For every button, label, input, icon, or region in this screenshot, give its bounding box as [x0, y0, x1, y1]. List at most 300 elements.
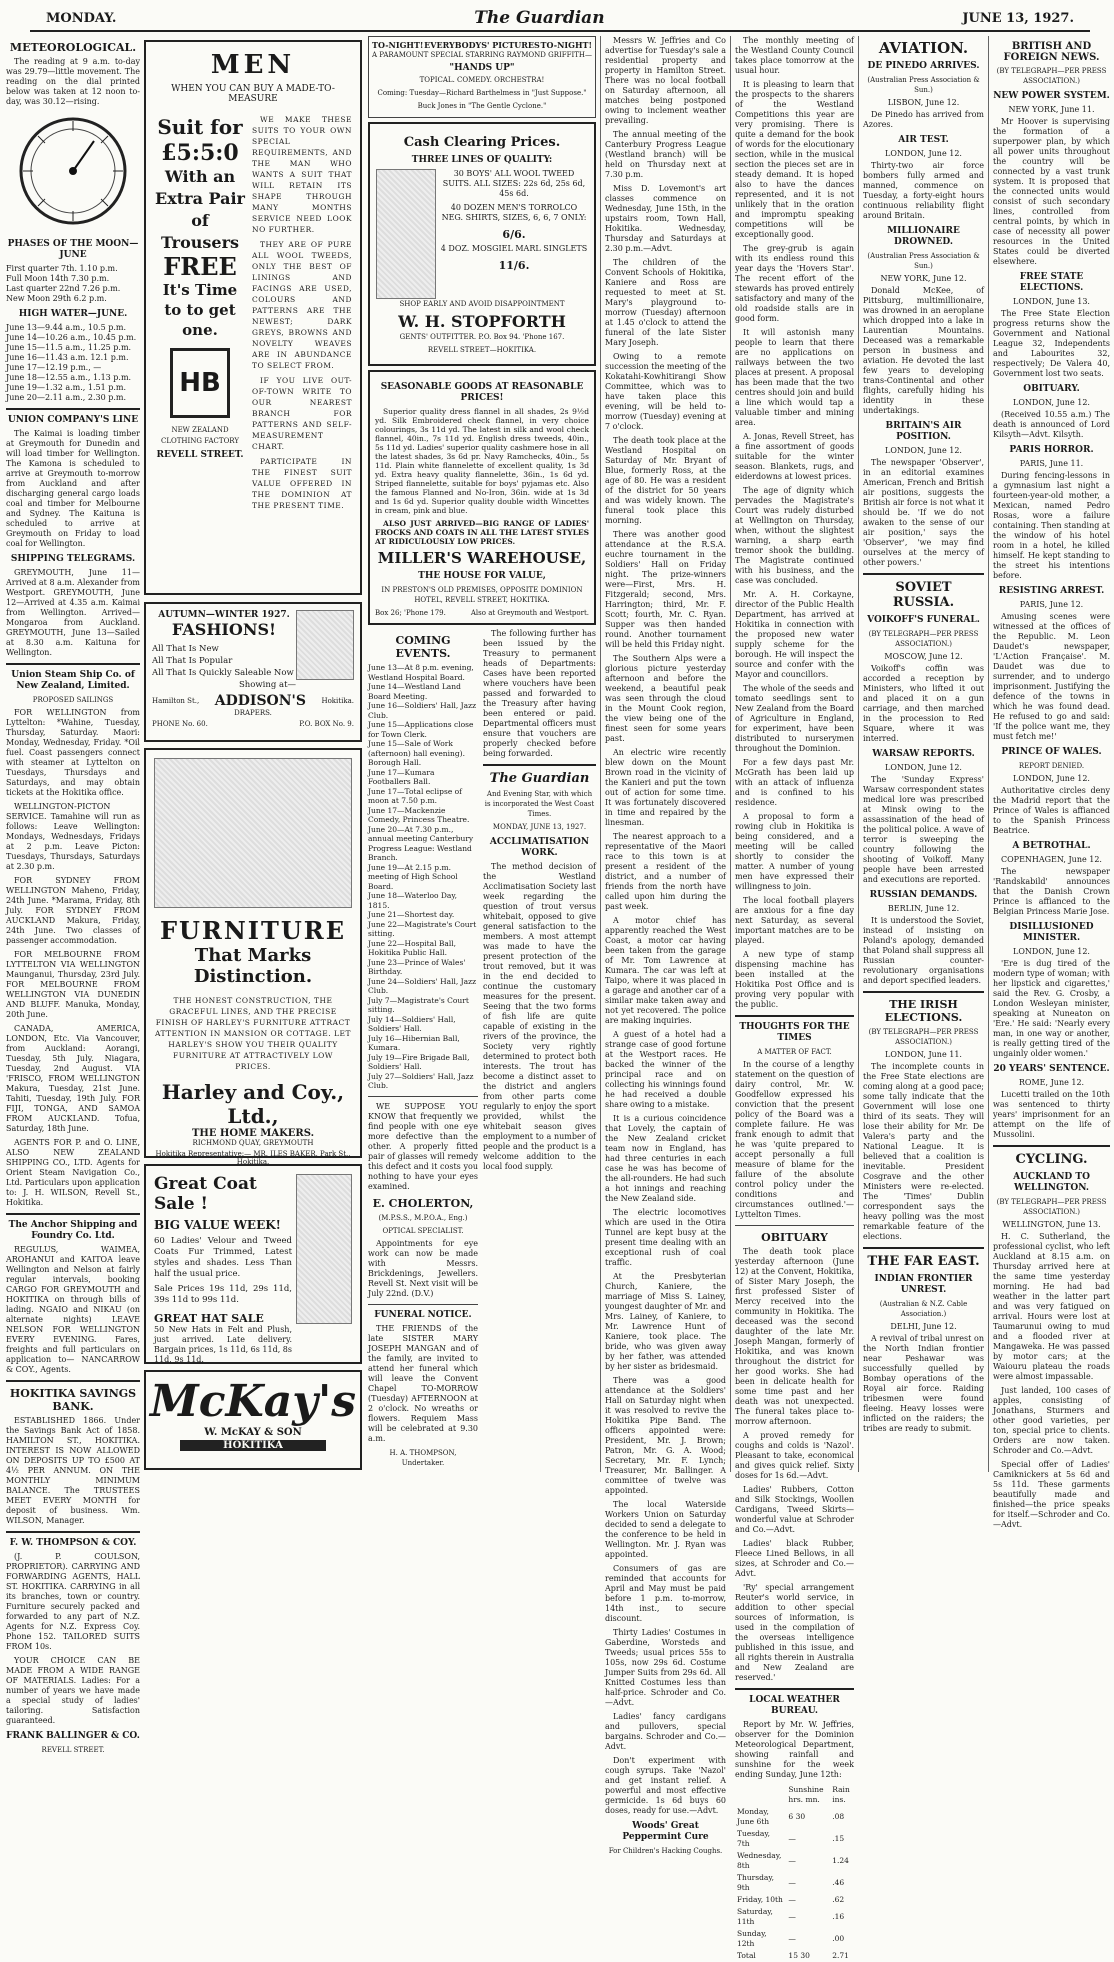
stopforth-price-2: 6/6. [502, 228, 526, 241]
men-text-2: THEY ARE OF PURE ALL WOOL TWEEDS, ONLY THE BEST OF LININGS AND FACINGS ARE USED, COLOURS AND PATTERNS ARE THE NEWEST; DARK GREYS, BROWNS AND NOVELTY WEAVES ARE IN ABUNDANCE TO SELECT FROM. [252, 240, 352, 370]
high-water-item: June 16—11.43 a.m. 12.1 p.m. [6, 353, 129, 362]
soviet-sub: VOIKOFF'S FUNERAL. [867, 615, 980, 625]
free-title: FREE STATE ELECTIONS. [1019, 272, 1084, 293]
prince-sub: REPORT DENIED. [1018, 762, 1085, 770]
coming-event-item: June 23—Prince of Wales' Birthday. [368, 957, 466, 976]
article: The children of the Convent Schools of Hokitika, Kaniere and Ross are requested to meet at St. Mary's playground to-morrow (Tuesday) afternoon at 1.45 o'clock to attend the funeral of the late Sister Mary Joseph. [605, 258, 726, 347]
men-text-3: IF YOU LIVE OUT-OF-TOWN WRITE TO OUR NEAREST BRANCH FOR PATTERNS AND SELF-MEASUREMENT CHART. [252, 376, 352, 451]
betrothal-date: COPENHAGEN, June 12. [1001, 855, 1102, 864]
stopforth-sub: THREE LINES OF QUALITY: [411, 155, 553, 165]
column-7 [988, 36, 1110, 1529]
article: Ladies' black Rubber, Fleece Lined Bellows, in all sizes, at Schroder and Co.—Advt. [735, 1539, 854, 1578]
addison-addr-left: Hamilton St., [152, 697, 200, 705]
weather-cell: Total [737, 1951, 756, 1960]
usscl-text-3: FOR SYDNEY FROM WELLINGTON Maheno, Friday, 24th June. *Marama, Friday, 8th July. FOR SYDNEY FROM AUCKLAND Makura, Friday, 24th June. Two classes of passenger accommodation. [6, 876, 140, 945]
coming-event-item: July 7—Magistrate's Court sitting. [368, 995, 469, 1014]
weather-cell: — [788, 1912, 796, 1921]
men-extra-pair: With an Extra Pair of Trousers [155, 167, 245, 252]
pictures-left: TO-NIGHT! [372, 40, 424, 50]
high-water-list [6, 323, 140, 403]
moon-phase-item: New Moon 29th 6.2 p.m. [6, 294, 107, 303]
woods-title: Woods' Great Peppermint Cure [622, 1821, 709, 1842]
stopforth-cta: SHOP EARLY AND AVOID DISAPPOINTMENT [399, 300, 565, 308]
minister-title: DISILLUSIONED MINISTER. [1009, 922, 1094, 943]
ballinger-title: FRANK BALLINGER & CO. [6, 1731, 140, 1741]
weather-row [735, 1894, 854, 1906]
furniture-text: THE HONEST CONSTRUCTION, THE GRACEFUL LINES, AND THE PRECISE FINISH OF HARLEY'S FURNITURE ATTRACT ATTENTION IN MANSION OR COTTAGE. LET HARLEY'S SHOW YOU THEIR QUALITY FURNITURE AT ATTRACTIVELY LOW PRICES. [155, 996, 351, 1071]
article: Ladies' fancy cardigans and pullovers, special bargains. Schroder and Co.—Advt. [605, 1712, 726, 1751]
obit-title: OBITUARY. [1023, 384, 1080, 394]
coming-event-item: July 27—Soldiers' Hall, Jazz Club. [368, 1071, 474, 1090]
cycling-date: WELLINGTON, June 13. [1002, 1220, 1101, 1229]
weather-cell: .08 [832, 1812, 845, 1821]
seasonable-title: SEASONABLE GOODS AT REASONABLE PRICES! [380, 382, 584, 403]
weather-row [735, 1806, 854, 1828]
high-water-item: June 15—11.5 a.m., 11.25 p.m. [6, 343, 132, 352]
coming-event-item: June 17—Mackenzie Comedy, Princess Theatre. [368, 805, 470, 824]
masthead-date: JUNE 13, 1927. [962, 10, 1074, 26]
article: Messrs W. Jeffries and Co advertise for Tuesday's sale a residential property and property in Hamilton Street. There was no local football on Saturday afternoon, all matches being postponed owing to inclement weather prevailing. [605, 36, 726, 125]
weather-cell: — [788, 1834, 796, 1843]
cycling-title: CYCLING. [1015, 1152, 1088, 1167]
thompson-text: (J. P. COULSON, PROPRIETOR). CARRYING AND FORWARDING AGENTS, HALL ST. HOKITIKA. CARRYING in all its branches, town or country. Furniture securely packed and forwarded to any part of N.Z. Agents for N.Z. Express Coy. Phone 152. TAILORED SUITS FROM 10s. [6, 1552, 140, 1651]
ballinger-text: YOUR CHOICE CAN BE MADE FROM A WIDE RANGE OF MATERIALS. Ladies: For a number of years we have made a special study of ladies' tailoring. Satisfaction guaranteed. [6, 1656, 140, 1725]
men-sub: WHEN YOU CAN BUY A MADE-TO-MEASURE [171, 84, 335, 104]
aviation-text: De Pinedo has arrived from Azores. [863, 110, 984, 129]
article: The nearest approach to a representative of the Maori race to this town is at present a resident of the district, and a number of friends from the north have called upon him during the past week. [605, 832, 726, 911]
aviation-src: (Australian Press Association & Sun.) [867, 76, 980, 94]
high-water-title: HIGH WATER—JUNE. [18, 309, 128, 319]
coming-event-item: June 15—Applications close for Town Clerk. [368, 720, 474, 739]
article: Don't experiment with cough syrups. Take 'Nazol' and get instant relief. A powerful and most effective germicide. 1s 6d buys 60 doses, ready for use.—Advt. [605, 1756, 726, 1815]
free-date: LONDON, June 13. [1013, 297, 1090, 306]
coming-event-item: July 19—Fire Brigade Ball, Soldiers' Hall. [368, 1052, 470, 1071]
high-water-item: June 18—12.55 a.m., 1.13 p.m. [6, 373, 132, 382]
mckay-ad [144, 1370, 362, 1470]
article: A proved remedy for coughs and colds is 'Nazol'. Pleasant to take, economical and gives quick relief. Sixty doses for 1s 6d.—Advt. [735, 1431, 854, 1480]
column-5 [730, 36, 854, 1960]
article: There was another good attendance at the R.S.A. euchre tournament in the Soldiers' Hall on Friday night. The prize-winners were—First, Mrs. H. Fitzgerald; second, Mrs. Harrington; third, Mr. F. Scott; fourth, Mr. C. Ryan. Supper was then handed round. Another tournament will be held this Friday night. [605, 530, 726, 649]
addison-name: ADDISON'S [214, 693, 306, 709]
usscl-text-2: WELLINGTON-PICTON SERVICE. Tamahine will run as follows: Leave Wellington: Mondays, Wednesdays, Fridays at 2 p.m. Leave Picton: Tuesdays, Thursdays, Saturdays at 2.30 p.m. [6, 802, 140, 871]
resisting-title: RESISTING ARREST. [998, 586, 1105, 596]
weather-cell: Thursday, 9th [737, 1873, 774, 1892]
article: Owing to a remote succession the meeting of the Kokatahi-Kowhitirangi Show Committee, which was to have taken place this evening, will be held to-morrow (Tuesday) evening at 7 o'clock. [605, 352, 726, 431]
coming-event-item: June 17—Kumara Footballers Ball. [368, 767, 435, 786]
aviation-title: AVIATION. [878, 39, 969, 57]
coming-event-item: June 15—Sale of Work (afternoon) hall evening). Borough Hall. [368, 739, 465, 767]
savings-bank-title: HOKITIKA SAVINGS BANK. [9, 1387, 137, 1413]
russian-date: BERLIN, June 12. [887, 904, 960, 913]
coming-event-item: June 18—Waterloo Day, 1815. [368, 891, 458, 910]
usscl-text-5: CANADA, AMERICA, LONDON, Etc. Via Vancouver, from Auckland: Aorangi, Tuesday, 5th July. Niagara, Tuesday, 2nd August. VIA 'FRISCO, FROM WELLINGTON Makura, Tuesday, 21st June. Tahiti, Tuesday, 19th July. FOR FIJI, TONGA, AND SAMOA FROM AUCKLAND. Tofua, Saturday, 18th June. [6, 1024, 140, 1133]
woods-sub: For Children's Hacking Coughs. [608, 1847, 723, 1855]
russian-title: RUSSIAN DEMANDS. [869, 890, 978, 900]
article: The Southern Alps were a glorious picture yesterday afternoon and before the weekend, a beautiful peak was seen through the cloud in the Mount Cook region, the view being one of the finest seen for some years past. [605, 654, 726, 743]
moon-phase-item: First quarter 7th. 1.10 p.m. [6, 264, 118, 273]
high-water-item: June 20—2.11 a.m., 2.30 p.m. [6, 393, 126, 402]
minister-date: LONDON, June 12. [1013, 947, 1090, 956]
men-suit-ad [144, 40, 362, 595]
greatcoat-text: 60 Ladies' Velour and Tweed Coats Fur Trimmed, Latest styles and shades. Less Than half the usual price. [154, 1236, 292, 1279]
article: It is pleasing to learn that the prospects to the sharers of the Westland Competitions this year are very promising. There is quite a demand for the book of words for the elocutionary section, while in the musical section the pieces set are in steady demand. It is hoped also to have the dances represented, and it is not unlikely that in the oration and impromptu speaking competitions will be exceptionally good. [735, 80, 854, 239]
furniture-title: FURNITURE [159, 916, 347, 945]
article: Consumers of gas are reminded that accounts for April and May must be paid before 1 p.m. to-morrow, 14th inst., to secure discount. [605, 1564, 726, 1623]
irish-src: (BY TELEGRAPH—PER PRESS ASSOCIATION.) [868, 1028, 979, 1046]
prince-date: LONDON, June 12. [1013, 774, 1090, 783]
hb-logo-top: NEW ZEALAND [171, 426, 229, 434]
cholerton-text: WE SUPPOSE YOU KNOW that frequently we find people with one eye more defective than the other. A properly fitted pair of glasses will remedy this defect and it costs you nothing to have your eyes examined. [368, 1101, 478, 1191]
millers-ad [368, 370, 596, 625]
warsaw-text: The 'Sunday Express' Warsaw correspondent states medical lore was prescribed at Minsk owing to the assassination of the head of the political police. A wave of terror is sweeping the country following the shooting of Voikoff. Many people have been arrested and executions are reported. [863, 775, 984, 884]
power-text: Mr Hoover is supervising the formation of a superpower plan, by which all power units throughout the country will be connected by a vast trunk system. It is proposed that the connected units would consist of such secondary lines, controlled from central points, by which in case of necessity all power resources in the United States could be diverted elsewhere. [993, 117, 1110, 266]
stopforth-item-2: 40 DOZEN MEN'S TORROLCO NEG. SHIRTS, SIZES, 6, 6, 7 ONLY: [441, 203, 587, 222]
obituary-title: OBITUARY [761, 1231, 828, 1244]
article: Miss D. Lovemont's art classes commence on Wednesday, June 15th, in the upstairs room, Town Hall, Hokitika. Wednesday, Thursday and Saturdays at 2.30 p.m.—Advt. [605, 184, 726, 253]
coming-event-item: June 22—Hospital Ball, Hokitika Public Hall. [368, 938, 457, 957]
fareast-sub: INDIAN FRONTIER UNREST. [874, 1274, 973, 1295]
british-src: (BY TELEGRAPH—PER PRESS ASSOCIATION.) [996, 67, 1107, 85]
local-weather-title: LOCAL WEATHER BUREAU. [749, 1695, 840, 1716]
coming-event-item: July 16—Hibernian Ball, Kumara. [368, 1033, 460, 1052]
paris-date: PARIS, June 11. [1019, 459, 1084, 468]
weather-cell: .16 [832, 1912, 845, 1921]
prince-text: Authoritative circles deny the Madrid report that the Prince of Wales is affianced to the Spanish Princess Beatrice. [993, 786, 1110, 835]
fareast-text: A revival of tribal unrest on the North Indian frontier near Peshawar was successfully quelled by Bombay operations of the Royal air force. Raiding tribesmen were found fleeing. Heavy losses were inflicted on the raiders; the tribes are ready to submit. [863, 1334, 984, 1433]
weather-cell: .15 [832, 1834, 845, 1843]
weather-cell: Monday, June 6th [737, 1807, 770, 1826]
savings-bank-text: ESTABLISHED 1866. Under the Savings Bank Act of 1858. HAMILTON ST., HOKITIKA. INTEREST IS NOW ALLOWED ON DEPOSITS UP TO £500 AT 4½ PER ANNUM. ON THE MONTHLY MINIMUM BALANCE. The TRUSTEES MEET EVERY MONTH for deposit of business. Wm. WILSON, Manager. [6, 1416, 140, 1525]
men-free: FREE [163, 252, 237, 281]
coming-events-list [368, 663, 478, 1091]
article: There was a good attendance at the Soldiers' Hall on Saturday night when it was resolved to revive the Hokitika Pipe Band. The officers appointed were: President, Mr. J. Brown; Patron, Mr. G. A. Wood; Secretary, Mr. F. Lynch; Treasurer, Mr. Ballinger. A committee of twelve was appointed. [605, 1376, 726, 1495]
millionaire-text: Donald McKee, of Pittsburg, multimillionaire, was drowned in an aeroplane which dropped into a lake in Laurentian Mountains. Deceased was a remarkable person in business and aviation. He devoted the last few years to developing trans-Continental and other flights, carefully hiding his identity in these undertakings. [863, 286, 984, 415]
weather-cell: 15 30 [788, 1951, 810, 1960]
millers-sub: THE HOUSE FOR VALUE, [418, 571, 546, 581]
column-4 [600, 36, 726, 1855]
irish-date: LONDON, June 11. [885, 1050, 962, 1059]
greatcoat-ad [144, 1164, 362, 1364]
cholerton-quals: (M.P.S.S., M.P.O.A., Eng.) [378, 1213, 468, 1222]
airtest-date: LONDON, June 12. [885, 149, 962, 158]
coming-event-item: June 17—Total eclipse of moon at 7.50 p.m. [368, 786, 462, 805]
addison-box: P.O. BOX No. 9. [299, 720, 354, 728]
sentence-title: 20 YEARS' SENTENCE. [993, 1064, 1110, 1074]
hb-logo-icon [170, 348, 230, 418]
weather-cell: .46 [832, 1878, 845, 1887]
weather-cell: Saturday, 11th [737, 1907, 773, 1926]
aviation-date: LISBON, June 12. [887, 98, 960, 107]
moon-phase-item: Full Moon 14th 7.30 p.m. [6, 274, 110, 283]
millionaire-title: MILLIONAIRE DROWNED. [887, 226, 960, 247]
minister-text: 'Ere is dug tired of the modern type of woman; with her lipstick and cigarettes,' said the Rev. G. Crosby, a London Wesleyan minister, speaking at Nuneaton on 'Ere.' He said: 'Nearly every man, in one way or another, is really getting tired of the ungainly older women.' [993, 959, 1110, 1058]
cycling-sub: AUCKLAND TO WELLINGTON. [1013, 1172, 1090, 1193]
weather-cell: .62 [832, 1895, 845, 1904]
high-water-item: June 17—12.19 p.m., — [6, 363, 102, 372]
prince-title: PRINCE OF WALES. [1001, 747, 1102, 757]
paris-title: PARIS HORROR. [1009, 445, 1094, 455]
weather-row [735, 1928, 854, 1950]
article: It is a curious coincidence that Lovely, the captain of the New Zealand cricket team now in England, has had three centuries in each case he was has become of the all-rounders. He had such a hot innings and reaching the New Zealand side. [605, 1114, 726, 1203]
fareast-src: (Australian & N.Z. Cable Association.) [879, 1300, 968, 1318]
fareast-title: THE FAR EAST. [867, 1254, 980, 1269]
article: The annual meeting of the Canterbury Progress League (Westland branch) will be held on Thursday next at 7.30 p.m. [605, 130, 726, 179]
warsaw-date: LONDON, June 12. [885, 763, 962, 772]
boy-suit-illustration-icon [376, 169, 436, 299]
power-title: NEW POWER SYSTEM. [993, 91, 1110, 101]
guardian-date: MONDAY, JUNE 13, 1927. [492, 823, 587, 831]
stopforth-name: W. H. STOPFORTH [398, 312, 566, 331]
men-time: It's Time to to get one. [162, 281, 238, 339]
weather-cell: Wednesday, 8th [737, 1851, 782, 1870]
weather-row [735, 1872, 854, 1894]
masthead-title: The Guardian [474, 8, 605, 28]
anchor-title: The Anchor Shipping and Foundry Co. Ltd. [8, 1220, 138, 1241]
men-suit-for: Suit for [157, 115, 243, 139]
addison-phone: PHONE No. 60. [152, 720, 208, 728]
mckay-firm: W. McKAY & SON [204, 1427, 302, 1438]
harley-rep: Hokitika Representative:— MR. ILES BAKER, Park St., Hokitika. [155, 1150, 351, 1166]
weather-row [735, 1950, 854, 1962]
coming-event-item: June 19—At 2.15 p.m. meeting of High School Board. [368, 862, 458, 891]
article: The death took place at the Westland Hospital on Saturday of Mr. Bryant of Blue, formerly Ross, at the age of 80. He was a resident of the district for 50 years and was widely known. The funeral took place this morning. [605, 436, 726, 525]
guardian-title: The Guardian [489, 771, 590, 786]
stopforth-ad [368, 122, 596, 366]
sentence-date: ROME, June 12. [1018, 1078, 1085, 1087]
britain-title: BRITAIN'S AIR POSITION. [885, 421, 962, 442]
guardian-headline: ACCLIMATISATION WORK. [489, 837, 590, 858]
high-water-item: June 13—9.44 a.m., 10.5 p.m. [6, 323, 126, 332]
lady-illustration-icon [296, 610, 354, 680]
harley-firm: Harley and Coy., Ltd., [161, 1080, 345, 1128]
moon-phases-list [6, 264, 140, 304]
soviet-text: Voikoff's coffin was accorded a reception by Ministers, who lifted it out and placed it on a gun carriage, and then marched in the procession to Red Square, where it was interred. [863, 664, 984, 743]
furniture-title-2: That Marks Distinction. [193, 945, 313, 987]
addison-line: All That Is Popular [152, 656, 233, 666]
aviation-sub: DE PINEDO ARRIVES. [867, 61, 980, 71]
warsaw-title: WARSAW REPORTS. [872, 749, 975, 759]
greatcoat-title: Great Coat Sale ! [154, 1174, 257, 1214]
article: Thirty Ladies' Costumes in Gaberdine, Worsteds and Tweeds; usual prices 55s to 105s, now 29s 6d. Costume Jumper Suits from 29s 6d. All Knitted Costumes less than half-price. Schroder and Co.—Advt. [605, 1628, 726, 1707]
article: Special offer of Ladies' Camiknickers at 5s 6d and 5s 11d. These garments beautifully made and finished—the price speaks for itself.—Schroder and Co.—Advt. [993, 1460, 1110, 1529]
coming-event-item: June 13—At 8 p.m. evening, Westland Hospital Board. [368, 663, 474, 682]
weather-cell: 2.71 [832, 1951, 849, 1960]
men-text-4: PARTICIPATE IN THE FINEST SUIT VALUE OFFERED IN THE DOMINION AT THE PRESENT TIME. [252, 457, 352, 510]
furniture-illustration-icon [154, 758, 352, 908]
soviet-title: SOVIET RUSSIA. [892, 580, 955, 610]
stopforth-title: Cash Clearing Prices. [403, 135, 561, 150]
weather-row [735, 1906, 854, 1928]
guardian-sub: And Evening Star, with which is incorporated the West Coast Times. [484, 790, 595, 818]
article: A motor chief has apparently reached the West Coast, a motor car having been taken from the garage of Mr. Tom Lawrence at Kumara. The car was left at Taipo, where it was placed in a garage and another car of a similar make taken away and not yet recovered. The police are making inquiries. [605, 916, 726, 1025]
article: Ladies' Rubbers, Cotton and Silk Stockings, Woollen Cardigans, Tweed Skirts—wonderful value at Schroder and Co.—Advt. [735, 1485, 854, 1534]
free-text: The Free State Election progress returns show the Government and National League 32, Independents and Labourites 32, respectively; De Valera 40, Government lost two seats. [993, 309, 1110, 378]
cholerton-text-2: Appointments for eye work can now be made with Messrs. Brickdenings, Jewellers. Revell St. Next visit will be July 22nd. (D.V.) [368, 1238, 478, 1298]
weather-cell: 6 30 [788, 1812, 806, 1821]
power-date: NEW YORK, June 11. [1008, 105, 1095, 114]
millers-also: Also at Greymouth and Westport. [470, 609, 589, 617]
weather-table [735, 1784, 854, 1962]
thoughts-sub: A MATTER OF FACT. [757, 1048, 832, 1056]
addison-title: AUTUMN—WINTER 1927. [158, 610, 290, 620]
coming-event-item: June 24—Soldiers' Hall, Jazz Club. [368, 976, 477, 995]
lady-coat-illustration-icon [296, 1174, 352, 1324]
weather-row [735, 1828, 854, 1850]
airtest-text: Thirty-two air force bombers fully armed and manned, commence on Tuesday, a forty-eight hours continuous reliability flight around Britain. [863, 161, 984, 220]
british-title: BRITISH AND FOREIGN NEWS. [1003, 41, 1100, 63]
shipping-telegrams-text: GREYMOUTH, June 11—Arrived at 8 a.m. Alexander from Westport. GREYMOUTH, June 12—Arrived at 4.35 a.m. Kaimai from Wellington. Arrived—Mongaroa from Auckland. GREYMOUTH, June 13—Sailed at 8.30 a.m. Kaituna for Wellington. [6, 568, 140, 657]
stopforth-street: REVELL STREET—HOKITIKA. [427, 346, 537, 354]
pictures-right: TO-NIGHT! [540, 40, 592, 50]
stopforth-item-3: 4 DOZ. MOSGIEL MARL SINGLETS [440, 244, 588, 253]
millionaire-date: NEW YORK, June 12. [880, 274, 967, 283]
usscl-text-4: FOR MELBOURNE FROM LYTTELTON VIA WELLINGTON Maunganui, Thursday, 23rd July. FOR MELBOURNE FROM WELLINGTON VIA DUNEDIN AND BLUFF. Manuka, Monday, 20th June. [6, 950, 140, 1019]
weather-header: Sunshine hrs. mn. [788, 1785, 824, 1804]
millionaire-src: (Australian Press Association & Sun.) [867, 252, 980, 270]
fareast-date: DELHI, June 12. [890, 1322, 957, 1331]
irish-text: The incomplete counts in the Free State elections are coming along at a good pace; some tally indicate that the Government will lose one third of its seats. They will lose their ability for Mr. De Valera's party and the National League. It is believed that a coalition is inevitable. President Cosgrave and the other Ministers were re-elected. The 'Times' Dublin correspondent says the heavy polling was the most remarkable feature of the elections. [863, 1062, 984, 1241]
article: 'Ry' special arrangement Reuter's world service, in addition to other special sources of information, is used in the compilation of the overseas intelligence published in this issue, and all rights therein in Australia and New Zealand are reserved.' [735, 1583, 854, 1682]
funeral-text: THE FRIENDS of the late SISTER MARY JOSEPH MANGAN and of the family, are invited to attend her funeral which will leave the Convent Chapel TO-MORROW (Tuesday) AFTERNOON at 2 o'clock. No wreaths or flowers. Requiem Mass will be celebrated at 9.30 a.m. [368, 1323, 478, 1443]
meteorological-title: METEOROLOGICAL. [9, 41, 137, 54]
union-line-title: UNION COMPANY'S LINE [7, 415, 139, 425]
funeral-sign: H. A. THOMPSON, Undertaker. [389, 1448, 457, 1467]
pictures-center: EVERYBODYS' PICTURES [424, 40, 540, 50]
article: A guest of a hotel had a strange case of good fortune at the Westport races. He backed the winner of the principal race and on collecting his winnings found he had received a double share owing to a mistake. [605, 1030, 726, 1109]
usscl-title: Union Steam Ship Co. of New Zealand, Limited. [11, 670, 135, 691]
usscl-sub: PROPOSED SAILINGS [32, 696, 114, 704]
moon-phases-title: PHASES OF THE MOON—JUNE [7, 239, 139, 260]
addison-line: All That Is New [152, 644, 219, 654]
millers-title: MILLER'S WAREHOUSE, [377, 549, 587, 567]
coming-event-item: July 14—Soldiers' Hall, Soldiers' Hall. [368, 1014, 456, 1033]
funeral-title: FUNERAL NOTICE. [374, 1309, 472, 1320]
weather-cell: Tuesday, 7th [737, 1829, 771, 1848]
coming-event-item: June 21—Shortest day. [368, 910, 455, 919]
addison-addr-right: Hokitika. [321, 697, 354, 705]
seasonable-also: ALSO JUST ARRIVED—BIG RANGE OF LADIES' FROCKS AND COATS IN ALL THE LATEST STYLES AT RIDICULOUSLY LOW PRICES. [375, 519, 589, 546]
furniture-ad [144, 748, 362, 1166]
obituary-text: The death took place yesterday afternoon (June 12) at the Convent, Hokitika, of Sister Mary Joseph, the first professed Sister of Mercy received into the community in Hokitika. The deceased was the second daughter of the late Mr. Joseph Mangan, formerly of Hokitika, and was known throughout the district for her good works. She had been in delicate health for some time past and her death was not unexpected. The funeral takes place to-morrow afternoon. [735, 1247, 854, 1426]
thompson-title: F. W. THOMPSON & COY. [9, 1538, 137, 1548]
weather-cell: — [788, 1878, 796, 1887]
masthead-day: MONDAY. [46, 10, 117, 26]
guardian-text: The method decision of the Westland Acclimatisation Society last week regarding the question of trout versus whitebait, opposed to give general satisfaction to the members. A most attempt was made to have the present protection of the trout removed, but it was in the end decided to continue the customary measures for the present. Seeing that the two forms of fish life are quite capable of existing in the rivers of the province, the Society very rightly determined to protect both interests. The trout has become a distinct asset to the district and anglers from other parts come regularly to enjoy the sport provided, whilst the whitebait season gives employment to a number of people and the product is a welcome addition to the local food supply. [483, 862, 596, 1171]
article: An electric wire recently blew down on the Mount Brown road in the vicinity of the Kanieri and put the town out of action for some time. It was fortunately discovered in time and repaired by the linesman. [605, 748, 726, 827]
addison-ad [144, 602, 362, 742]
article: The local Waterside Workers Union on Saturday decided to send a delegate to the conference to be held in Wellington. Mr. J. Ryan was appointed. [605, 1500, 726, 1559]
column-3 [368, 36, 596, 1472]
greatcoat-prices: Sale Prices 19s 11d, 29s 11d, 39s 11d to 99s 11d. [154, 1284, 292, 1305]
coming-event-item: June 20—At 7.30 p.m., annual meeting Canterbury Progress League: Westland Branch. [368, 824, 474, 862]
pictures-line-4: Buck Jones in "The Gentle Cyclone." [417, 102, 547, 110]
col3-article: The following further has been issued by the Treasury to permanent heads of Departments: Cases have been reported where vouchers have been passed and forwarded to the Treasury after having been entered or paid. Departmental officers must ensure that vouchers are properly checked before being forwarded. [483, 629, 596, 758]
weather-cell: — [788, 1934, 796, 1943]
local-weather-text: Report by Mr. W. Jeffries, observer for the Dominion Meteorological Department, showing rainfall and sunshine for the week ending Sunday, June 12th: [735, 1720, 854, 1779]
high-water-item: June 19—1.32 a.m., 1.51 p.m. [6, 383, 126, 392]
betrothal-title: A BETROTHAL. [1012, 841, 1091, 851]
weather-row [735, 1850, 854, 1872]
article: Mr. A. H. Corkayne, director of the Public Health Department, has arrived at Hokitika in connection with the proposed new water supply scheme for the borough. He will inspect the source and confer with the Mayor and councillors. [735, 590, 854, 679]
cholerton-name: E. CHOLERTON, [372, 1196, 474, 1210]
hat-sale-title: GREAT HAT SALE [154, 1312, 264, 1325]
column-6 [858, 36, 984, 1472]
weather-cell: Friday, 10th [737, 1895, 783, 1904]
weather-cell: — [788, 1895, 796, 1904]
britain-text: The newspaper 'Observer', in an editorial examines American, French and British air positions, suggests the British air force is not what it should be. 'If we do not awaken to the sense of our air position,' says the 'Observer', 'we may find ourselves at the mercy of other powers.' [863, 458, 984, 567]
barometer-dial-icon [6, 111, 140, 231]
coming-event-item: June 22—Magistrate's Court sitting. [368, 919, 477, 938]
article: The grey-grub is again with its endless round this year days the 'Hovers Star'. The recent effort of the stewards has proved entirely satisfactory and many of the old roadside stalls are in good form. [735, 244, 854, 323]
article: The electric locomotives which are used in the Otira Tunnel are kept busy at the present time dealing with an exceptional rush of coal traffic. [605, 1208, 726, 1267]
soviet-date: MOSCOW, June 12. [884, 652, 963, 661]
addison-line: Showing at— [238, 680, 296, 690]
thoughts-title: THOUGHTS FOR THE TIMES [739, 1022, 850, 1043]
sentence-text: Lucetti trailed on the 10th was sentenced to thirty years' imprisonment for an attempt on the life of Mussolini. [993, 1090, 1110, 1139]
britain-date: LONDON, June 12. [885, 446, 962, 455]
shipping-telegrams-title: SHIPPING TELEGRAMS. [10, 554, 136, 564]
addison-title-2: FASHIONS! [171, 620, 277, 639]
article: Just landed, 100 cases of apples, consisting of Jonathans, Sturmers and other good varieties, per ton, special price to clients. Orders are now taken. Schroder and Co.—Advt. [993, 1386, 1110, 1455]
men-price: £5:5:0 [161, 140, 239, 166]
article: The monthly meeting of the Westland County Council takes place tomorrow at the usual hour. [735, 36, 854, 75]
article: The whole of the seeds and tomato seedlings sent to New Zealand from the Board of Agriculture in England, for experiment, have been distributed to nurserymen throughout the Dominion. [735, 684, 854, 753]
article: For a few days past Mr. McGrath has been laid up with an attack of influenza and is confined to his residence. [735, 758, 854, 807]
ballinger-addr: REVELL STREET. [41, 1746, 105, 1754]
irish-title: THE IRISH ELECTIONS. [884, 998, 963, 1024]
high-water-item: June 14—10.26 a.m., 10.45 p.m. [6, 333, 137, 342]
airtest-title: AIR TEST. [898, 135, 949, 145]
millers-addr: IN PRESTON'S OLD PREMISES, OPPOSITE DOMINION HOTEL, REVELL STREET, HOKITIKA. [381, 586, 583, 604]
moon-phase-item: Last quarter 22nd 7.26 p.m. [6, 284, 121, 293]
harley-sub: THE HOME MAKERS. [191, 1128, 315, 1139]
usscl-text-6: AGENTS FOR P. and O. LINE, ALSO NEW ZEALAND SHIPPING CO., LTD. Agents for Orient Steam Navigation Co., Ltd. Particulars upon application to: J. H. WILSON, Revell St., Hokitika. [6, 1138, 140, 1207]
weather-cell: — [788, 1856, 796, 1865]
weather-header [735, 1784, 786, 1806]
coming-events-title: COMING EVENTS. [395, 634, 451, 660]
betrothal-text: The newspaper 'Randskabild' announces that the Danish Crown Prince is affianced to the Belgian Princess Marie Jose. [993, 867, 1110, 916]
article: A. Jonas, Revell Street, has a fine assortment of goods suitable for the winter season. Blankets, rugs, and eiderdowns at lowest prices. [735, 432, 854, 481]
soviet-src: (BY TELEGRAPH—PER PRESS ASSOCIATION.) [868, 630, 979, 648]
millers-box: Box 26; 'Phone 179. [375, 609, 446, 617]
mckay-name: McKay's [150, 1376, 357, 1427]
masthead [30, 6, 1090, 32]
article: The local football players are anxious for a fine day next Saturday, as several important matches are to be played. [735, 896, 854, 945]
mckay-town: HOKITIKA [180, 1440, 326, 1451]
article: At the Presbyterian Church, Kaniere, the marriage of Miss S. Lainey, youngest daughter of Mr. and Mrs. Lainey, of Kaniere, to Mr. Lawrence Hunt of Kaniere, took place. The bride, who was given away by her father, was attended by her sister as bridesmaid. [605, 1272, 726, 1371]
obit-text: (Received 10.55 a.m.) The death is announced of Lord Kilsyth—Advt. Kilsyth. [993, 410, 1110, 439]
pictures-ad [368, 36, 596, 118]
cycling-text: H. C. Sutherland, the professional cyclist, who left Auckland at 8.15 a.m. on Thursday arrived here at the same time yesterday morning. He had bad weather in the latter part and was very fatigued on arrival. Hours were lost at Taumarunui owing to mud and a flooded river at Mangaweka. He was passed by motor cars; at the Waiouru plateau the roads were almost impassable. [993, 1232, 1110, 1381]
seasonable-text: Superior quality dress flannel in all shades, 2s 9½d yd. Silk Embroidered check flannel, in very choice colourings, 3s 11d yd. The latest in silk and wool check flannel, 40in., 7s 11d yd. English dress tweeds, 40in., 5s 11d yd. Ladies' superior quality cashmere hose in all the latest shades, 3s 6d pr. Navy Ramchecks, 40in., 5s 11d. Plain white flannelette of excellent quality, 1s 3d yd. Extra heavy quality flannelette, 36in., 1s 6d yd. Striped flannelette, suitable for boys' pyjamas etc. Also the famous Flanned and No-Iron, 36in. wide at 1s 3d and 1s 6d yd. Superior quality double width Wincettes in cream, pink and blue. [375, 407, 589, 515]
weather-cell: Sunday, 12th [737, 1929, 767, 1948]
column-1 [6, 36, 140, 1754]
resisting-date: PARIS, June 12. [1019, 600, 1084, 609]
harley-addr: RICHMOND QUAY, GREYMOUTH [192, 1139, 314, 1147]
stopforth-price-3: 11/6. [498, 259, 530, 272]
meteorological-text: The reading at 9 a.m. to-day was 29.79—little movement. The reading on the dial printed below was taken at 12 noon to-day, was 30.12—rising. [6, 57, 140, 106]
article: A new type of stamp dispensing machine has been installed at the Hokitika Post Office and is proving very popular with the public. [735, 950, 854, 1009]
thoughts-text: In the course of a lengthy statement on the question of dairy control, Mr. W. Goodfellow expressed his conviction that the present policy of the Board was a complete failure. He was frank enough to admit that he was 'quite prepared to accept personally a full measure of blame for the failure of the absolute control policy under the conditions and circumstances outlined.'—Lyttelton Times. [735, 1060, 854, 1219]
weather-header: Rain ins. [832, 1785, 850, 1804]
pictures-line-2: TOPICAL. COMEDY. ORCHESTRA! [419, 76, 545, 84]
obit-date: LONDON, June 12. [1013, 398, 1090, 407]
men-street: REVELL STREET. [156, 450, 244, 460]
hat-sale-text: 50 New Hats in Felt and Plush, just arrived. Late delivery. Bargain prices, 1s 11d, 6s 11d, 8s 11d, 9s 11d. [154, 1325, 292, 1364]
anchor-text: REGULUS, WAIMEA, AROHANUI and KAITOA leave Wellington and Nelson at fairly regular intervals, booking CARGO FOR GREYMOUTH and HOKITIKA on through bills of lading. NGAIO and NIKAU (on alternate nights) LEAVE NELSON FOR WELLINGTON EVERY EVENING. Fares, freights and full particulars on application to— NANCARROW & COY., Agents. [6, 1245, 140, 1374]
usscl-text: FOR WELLINGTON from Lyttelton: *Wahine, Tuesday, Thursday, Saturday. Maori: Monday, Wednesday, Friday. *Oil fuel. Coast passengers connect with steamer at Lyttelton on Tuesdays, Thursdays and Saturdays, and may obtain tickets at the Hokitika office. [6, 708, 140, 797]
stopforth-item-1: 30 BOYS' ALL WOOL TWEED SUITS. ALL SIZES: 22s 6d, 25s 6d, 45s 6d. [442, 169, 586, 198]
